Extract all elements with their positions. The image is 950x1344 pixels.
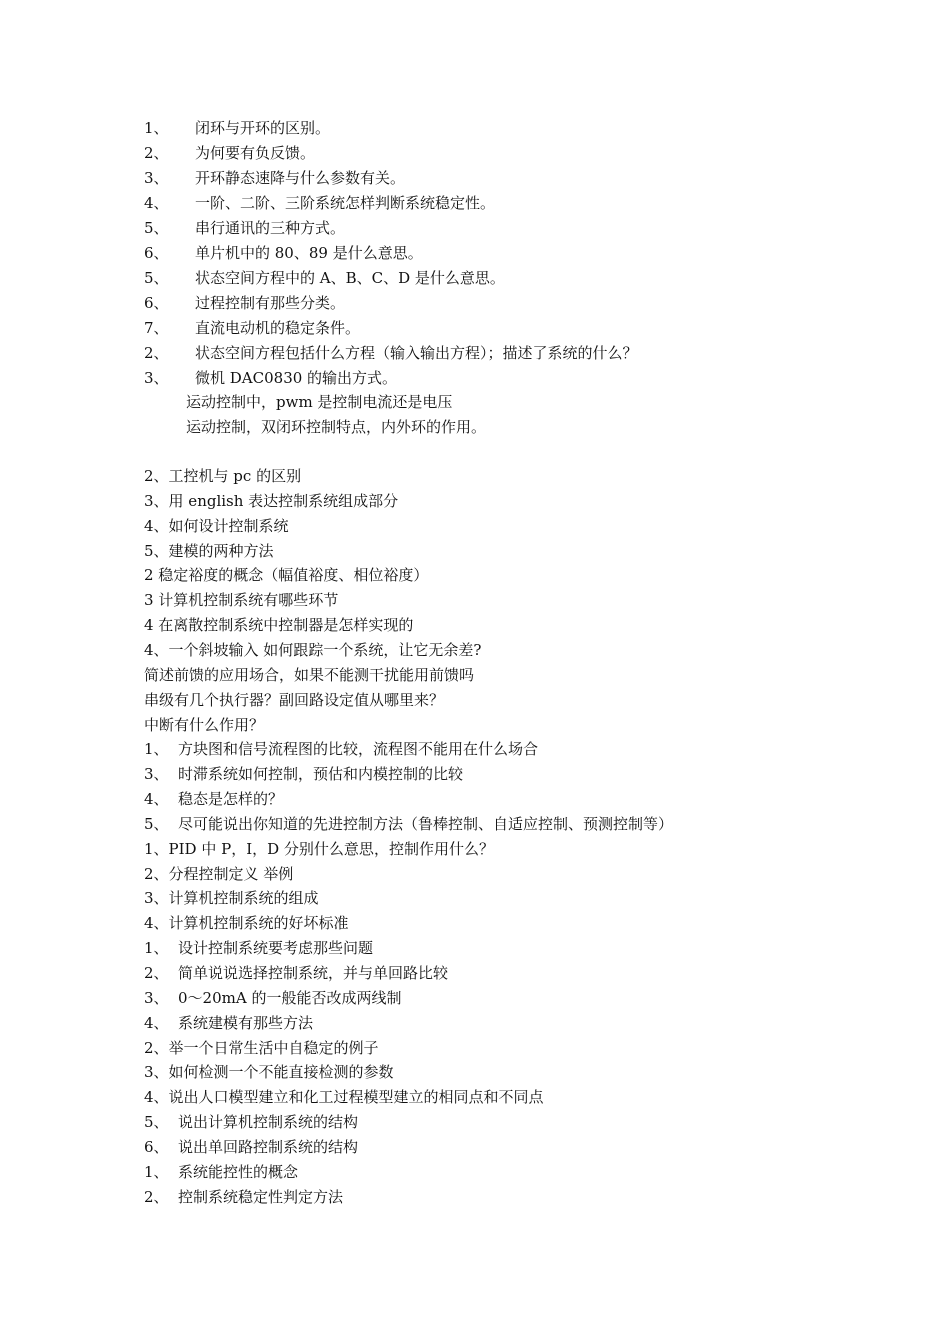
item-text: 说出计算机控制系统的结构	[178, 1113, 359, 1132]
list-item	[144, 1185, 343, 1210]
item-text: 闭环与开环的区别。	[195, 119, 331, 137]
list-item	[144, 1160, 298, 1185]
list-item	[144, 663, 474, 688]
item-text: 直流电动机的稳定条件。	[195, 319, 361, 337]
item-text: 4、计算机控制系统的好坏标准	[144, 914, 349, 933]
item-number: 5、	[144, 269, 169, 287]
list-item	[144, 837, 494, 862]
list-item	[144, 613, 413, 638]
item-number: 7、	[144, 319, 169, 337]
item-number: 4、	[144, 1013, 169, 1032]
list-item	[144, 688, 444, 713]
list-item	[144, 241, 423, 266]
item-text: 系统建模有那些方法	[178, 1013, 314, 1032]
item-text: 运动控制，双闭环控制特点，内外环的作用。	[186, 418, 487, 436]
item-text: 2、分程控制定义 举例	[144, 864, 294, 883]
item-text: 2 稳定裕度的概念（幅值裕度、相位裕度）	[144, 566, 429, 585]
item-text: 5、建模的两种方法	[144, 541, 274, 560]
list-item	[144, 936, 373, 961]
item-number: 1、	[144, 740, 169, 759]
list-item	[144, 216, 345, 241]
item-text: 4、说出人口模型建立和化工过程模型建立的相同点和不同点	[144, 1088, 544, 1107]
item-text: 1、PID 中 P，I，D 分别什么意思，控制作用什么？	[144, 839, 494, 858]
list-item	[144, 291, 345, 316]
item-text: 0～20mA 的一般能否改成两线制	[178, 988, 402, 1007]
item-text: 说出单回路控制系统的结构	[178, 1137, 359, 1156]
list-item	[144, 166, 405, 191]
item-number: 3、	[144, 988, 169, 1007]
list-item	[144, 638, 481, 663]
item-text: 时滞系统如何控制，预估和内模控制的比较	[178, 765, 464, 784]
item-text: 运动控制中，pwm 是控制电流还是电压	[186, 393, 453, 411]
list-item	[186, 390, 452, 415]
list-item	[144, 588, 338, 613]
list-item	[144, 1135, 358, 1160]
item-text: 单片机中的 80、89 是什么意思。	[195, 244, 423, 262]
list-item	[144, 1110, 358, 1135]
list-item	[144, 986, 401, 1011]
item-text: 3 计算机控制系统有哪些环节	[144, 591, 339, 610]
list-item	[144, 812, 673, 837]
item-text: 稳态是怎样的？	[178, 790, 284, 809]
item-number: 6、	[144, 1137, 169, 1156]
item-number: 3、	[144, 169, 169, 187]
item-number: 4、	[144, 194, 169, 212]
list-item	[144, 539, 274, 564]
item-number: 3、	[144, 765, 169, 784]
list-item	[144, 862, 293, 887]
item-text: 简单说说选择控制系统，并与单回路比较	[178, 964, 449, 982]
list-item	[144, 1085, 544, 1110]
item-text: 控制系统稳定性判定方法	[178, 1187, 344, 1206]
list-item	[144, 366, 397, 391]
item-text: 2、工控机与 pc 的区别	[144, 467, 302, 485]
list-item	[144, 911, 349, 936]
item-number: 1、	[144, 119, 169, 137]
item-text: 开环静态速降与什么参数有关。	[195, 169, 406, 187]
list-item	[144, 563, 428, 588]
list-item	[144, 762, 463, 787]
list-item	[144, 787, 283, 812]
item-text: 串行通讯的三种方式。	[195, 219, 346, 237]
item-text: 串级有几个执行器？副回路设定值从哪里来？	[144, 690, 445, 709]
item-number: 6、	[144, 294, 169, 312]
item-number: 4、	[144, 790, 169, 809]
item-number: 5、	[144, 814, 169, 833]
list-item	[144, 489, 398, 514]
item-text: 过程控制有那些分类。	[195, 294, 346, 312]
item-number: 2、	[144, 1187, 169, 1206]
item-number: 2、	[144, 344, 169, 362]
list-item	[144, 1011, 313, 1036]
item-text: 方块图和信号流程图的比较，流程图不能用在什么场合	[178, 740, 539, 759]
list-item	[186, 415, 486, 440]
item-text: 尽可能说出你知道的先进控制方法（鲁棒控制、自适应控制、预测控制等）	[178, 814, 674, 833]
list-item	[144, 464, 301, 489]
item-text: 一阶、二阶、三阶系统怎样判断系统稳定性。	[195, 194, 496, 212]
item-number: 5、	[144, 1113, 169, 1132]
item-text: 状态空间方程中的 A、B、C、D 是什么意思。	[195, 269, 505, 287]
item-text: 为何要有负反馈。	[195, 144, 316, 162]
list-item	[144, 1060, 394, 1085]
item-number: 1、	[144, 1162, 169, 1181]
item-text: 设计控制系统要考虑那些问题	[178, 939, 374, 958]
list-item	[144, 886, 319, 911]
item-text: 3、计算机控制系统的组成	[144, 889, 319, 908]
item-number: 2、	[144, 964, 169, 982]
item-text: 简述前馈的应用场合，如果不能测干扰能用前馈吗	[144, 665, 475, 684]
item-text: 中断有什么作用？	[144, 715, 265, 734]
list-item	[144, 141, 315, 166]
item-text: 系统能控性的概念	[178, 1162, 299, 1181]
item-number: 3、	[144, 369, 169, 387]
item-text: 4、一个斜坡输入 如何跟踪一个系统，让它无余差?	[144, 640, 482, 659]
item-number: 1、	[144, 939, 169, 958]
list-item	[144, 116, 330, 141]
item-text: 3、用 english 表达控制系统组成部分	[144, 491, 399, 510]
list-item	[144, 341, 638, 366]
item-number: 2、	[144, 144, 169, 162]
item-text: 微机 DAC0830 的输出方式。	[195, 369, 398, 387]
list-item	[144, 266, 505, 291]
list-item	[144, 316, 360, 341]
list-item	[144, 961, 448, 986]
list-item	[144, 191, 495, 216]
item-number: 5、	[144, 219, 169, 237]
item-text: 4、如何设计控制系统	[144, 516, 289, 535]
item-text: 4 在离散控制系统中控制器是怎样实现的	[144, 616, 414, 635]
list-item	[144, 737, 538, 762]
list-item	[144, 1036, 379, 1061]
item-number: 6、	[144, 244, 169, 262]
item-text: 状态空间方程包括什么方程（输入输出方程）；描述了系统的什么？	[195, 344, 638, 362]
list-item	[144, 514, 289, 539]
item-text: 2、举一个日常生活中自稳定的例子	[144, 1038, 379, 1057]
item-text: 3、如何检测一个不能直接检测的参数	[144, 1063, 394, 1082]
list-item	[144, 713, 264, 738]
